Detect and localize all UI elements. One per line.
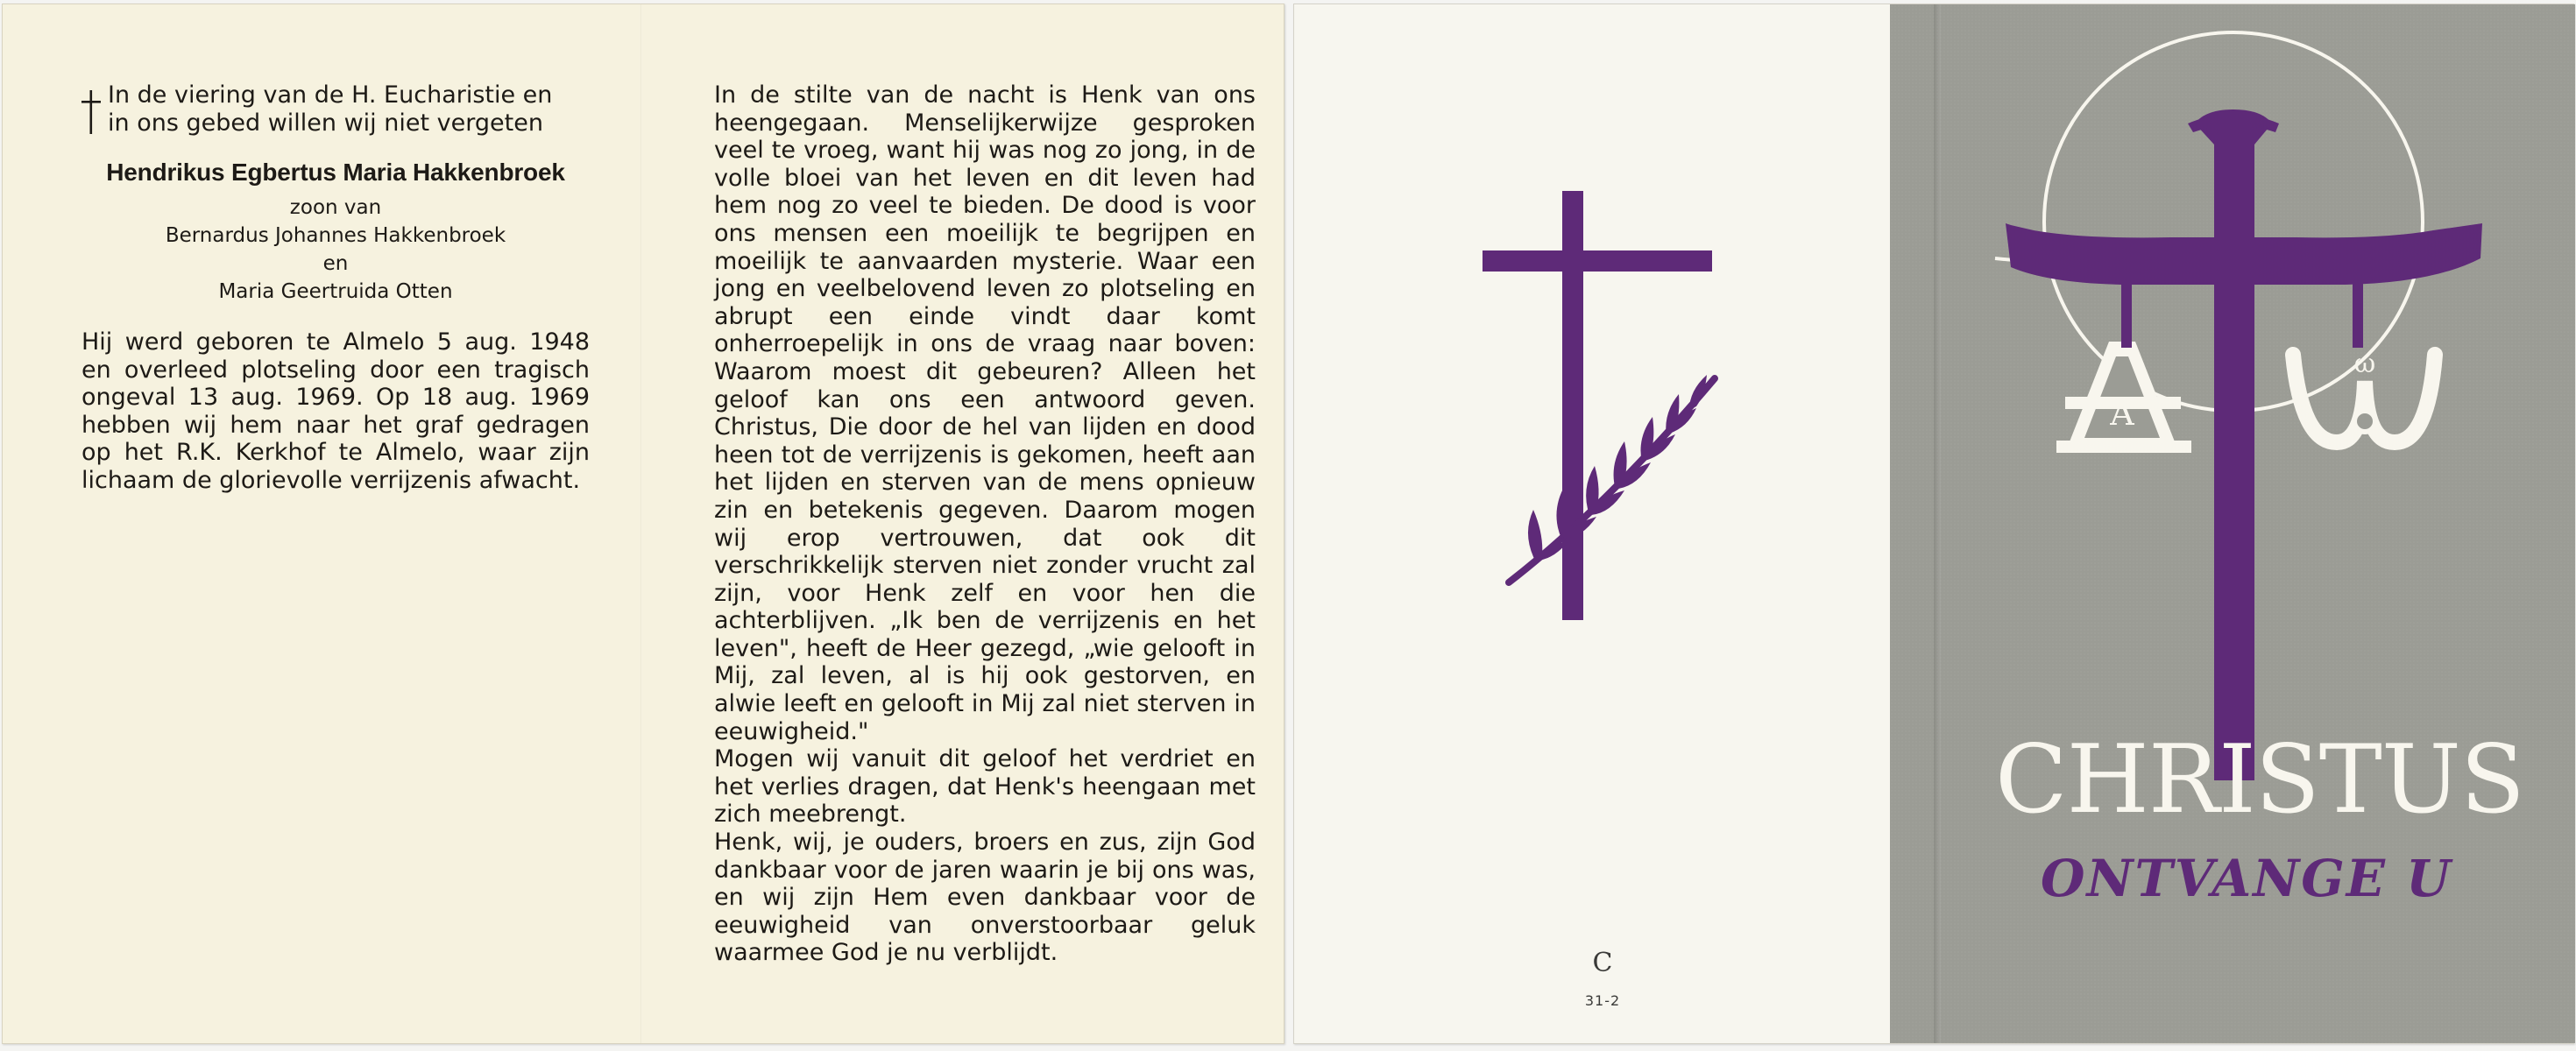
- son-of-label: zoon van: [289, 196, 382, 219]
- inside-sheet: [2, 4, 1284, 1044]
- mother-name: Maria Geertruida Otten: [218, 280, 453, 303]
- alpha-glyph: A: [2110, 394, 2134, 433]
- father-name: Bernardus Johannes Hakkenbroek: [165, 224, 506, 247]
- inside-fold: [640, 4, 642, 1043]
- publisher-logo: C: [1592, 948, 1613, 978]
- deceased-name: Hendrikus Egbertus Maria Hakkenbroek: [106, 159, 565, 186]
- and-label: en: [322, 252, 349, 275]
- outside-sheet: [1293, 4, 2574, 1044]
- intro-row: [81, 81, 590, 138]
- intro-text: [108, 81, 552, 138]
- memorial-text-column: [714, 81, 1256, 967]
- memorial-paragraph-1: In de stilte van de nacht is Henk van ons heengegaan. Menselijkerwijze gesproken veel te vroeg, want hij was nog zo jong, in de volle bloei van het leven en dit leven had hem nog zo veel te bieden. De dood is voor ons mensen een moeilijk te begrijpen en moeilijk te aanvaarden mysterie. Waar een jong en veelbelovend leven zo plotseling en abrupt een einde vindt daar komt onherroepelijk in ons de vraag naar boven: Waarom moest dit gebeuren? Alleen het geloof kan ons een antwoord geven. Christus, Die door de hel van lijden en dood heen tot de verrijzenis is gekomen, heeft aan het lijden en sterven van de mens opnieuw zin en betekenis gegeven. Daarom mogen wij erop vertrouwen, dat ook dit verschrikkelijk sterven niet zonder vrucht zal zijn, voor Henk zelf en voor hen die achterblijven. „Ik ben de verrijzenis en het leven", heeft de Heer gezegd, „wie gelooft in Mij, zal leven, al is hij ook gestorven, en alwie leeft en gelooft in Mij zal niet sterven in eeuwigheid.": [714, 81, 1256, 745]
- cover-subtitle: ONTVANGE U: [2041, 849, 2452, 908]
- biography-text: Hij werd geboren te Almelo 5 aug. 1948 en overleed plotseling door een tragisch ongeval 13 aug. 1969. Op 18 aug. 1969 hebben wij hem naar het graf gedragen op het R.K. Kerkhof te Almelo, waar zijn lichaam de glorievolle verrijzenis afwacht.: [81, 328, 590, 494]
- memorial-paragraph-2: Mogen wij vanuit dit geloof het verdriet en het verlies dragen, dat Henk's heengaan met zich meebrengt.: [714, 745, 1256, 829]
- cross-icon: [81, 90, 108, 138]
- memorial-header-column: [81, 81, 590, 494]
- parents-block: [81, 194, 590, 306]
- omega-glyph: ω: [2353, 349, 2376, 379]
- intro-line-1: In de viering van de H. Eucharistie en: [108, 81, 553, 109]
- memorial-paragraph-3: Henk, wij, je ouders, broers en zus, zijn God dankbaar voor de jaren waarin je bij ons was, en wij zijn Hem even dankbaar voor de eeuwigheid van onverstoorbaar geluk waarmee God je nu verblijdt.: [714, 829, 1256, 967]
- cover-title: CHRISTUS: [1995, 725, 2524, 835]
- intro-line-2: in ons gebed willen wij niet vergeten: [108, 109, 543, 137]
- publisher-code: 31-2: [1584, 992, 1621, 1009]
